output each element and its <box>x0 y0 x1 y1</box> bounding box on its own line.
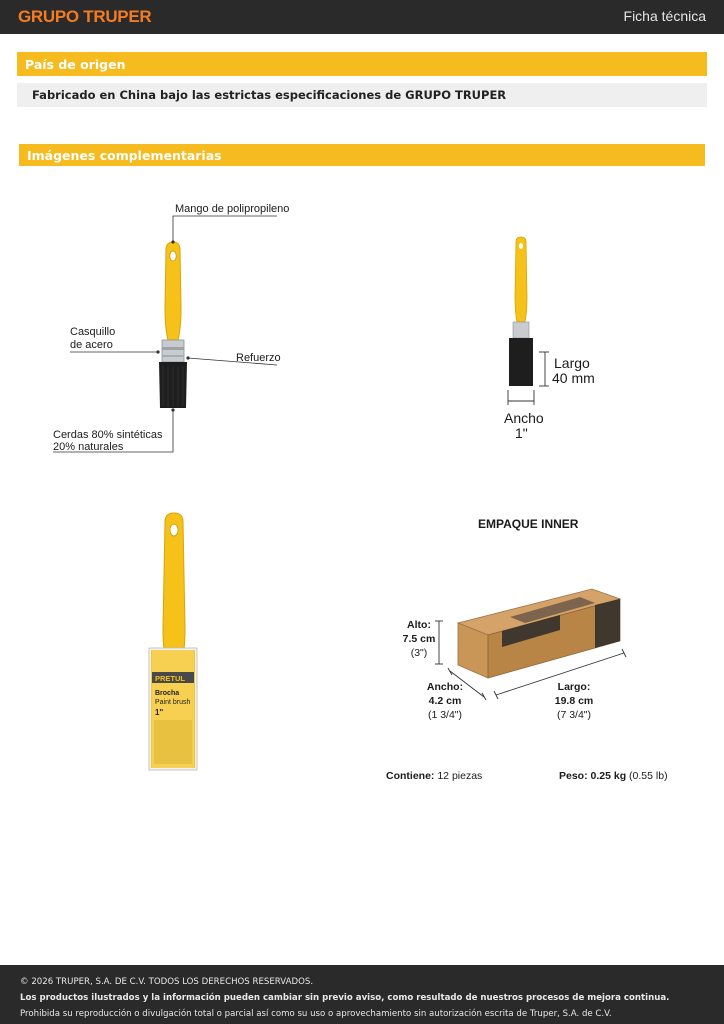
box-weight <box>559 770 668 782</box>
package-size: 1" <box>155 708 164 717</box>
brush-parts-diagram <box>0 190 362 470</box>
footer-notice: Los productos ilustrados y la información pueden cambiar sin previo aviso, como resultado de nuestros procesos de mejora continua. <box>20 993 670 1003</box>
box-height-label: Alto: <box>407 619 431 631</box>
section-title-origin: País de origen <box>17 52 707 76</box>
box-width-label: Ancho: <box>426 681 464 693</box>
label-length-2: 40 mm <box>552 370 595 386</box>
box-height-metric: 7.5 cm <box>402 633 436 645</box>
box-height-imperial: (3") <box>410 647 428 659</box>
weight-value: 0.25 kg <box>590 770 627 782</box>
document-type: Ficha técnica <box>623 8 706 24</box>
weight-imperial: (0.55 lb) <box>629 770 668 782</box>
label-width-2: 1" <box>515 425 528 441</box>
brand-logo: GRUPO TRUPER <box>18 7 152 26</box>
label-ferrule-2: de acero <box>70 339 113 351</box>
page-header <box>0 0 724 34</box>
box-length-label: Largo: <box>557 681 591 693</box>
label-bristles-1: Cerdas 80% sintéticas <box>53 429 163 441</box>
package-name-es: Brocha <box>155 690 180 697</box>
page-footer <box>0 965 724 1024</box>
package-name-en: Paint brush <box>155 699 191 706</box>
label-bristles-2: 20% naturales <box>53 441 124 453</box>
weight-label: Peso: <box>559 770 588 782</box>
box-length-imperial: (7 3/4") <box>556 709 592 721</box>
label-ferrule-1: Casquillo <box>70 326 116 338</box>
section-title-images: Imágenes complementarias <box>19 144 705 166</box>
label-width-1: Ancho <box>504 410 544 426</box>
box-contents <box>386 770 482 782</box>
package-brand: PRETUL <box>155 674 185 683</box>
footer-copyright: © 2026 TRUPER, S.A. DE C.V. TODOS LOS DERECHOS RESERVADOS. <box>20 977 314 987</box>
contains-value: 12 piezas <box>437 770 483 782</box>
box-width-metric: 4.2 cm <box>428 695 462 707</box>
box-length-metric: 19.8 cm <box>554 695 594 707</box>
label-length-1: Largo <box>554 355 590 371</box>
footer-legal: Prohibida su reproducción o divulgación total o parcial así como su uso o aprovechamiento sin autorización escrita de Truper, S.A. de C.V. <box>20 1009 612 1019</box>
label-handle: Mango de polipropileno <box>175 203 290 215</box>
brush-illustration <box>159 242 187 408</box>
packaged-brush-image <box>140 510 206 775</box>
box-width-imperial: (1 3/4") <box>427 709 463 721</box>
small-brush-illustration <box>509 237 533 386</box>
origin-text: Fabricado en China bajo las estrictas especificaciones de GRUPO TRUPER <box>17 83 707 107</box>
box-illustration <box>458 589 620 678</box>
label-reinforcement: Refuerzo <box>236 352 281 364</box>
contains-label: Contiene: <box>386 770 435 782</box>
inner-pack-title: EMPAQUE INNER <box>478 517 579 531</box>
